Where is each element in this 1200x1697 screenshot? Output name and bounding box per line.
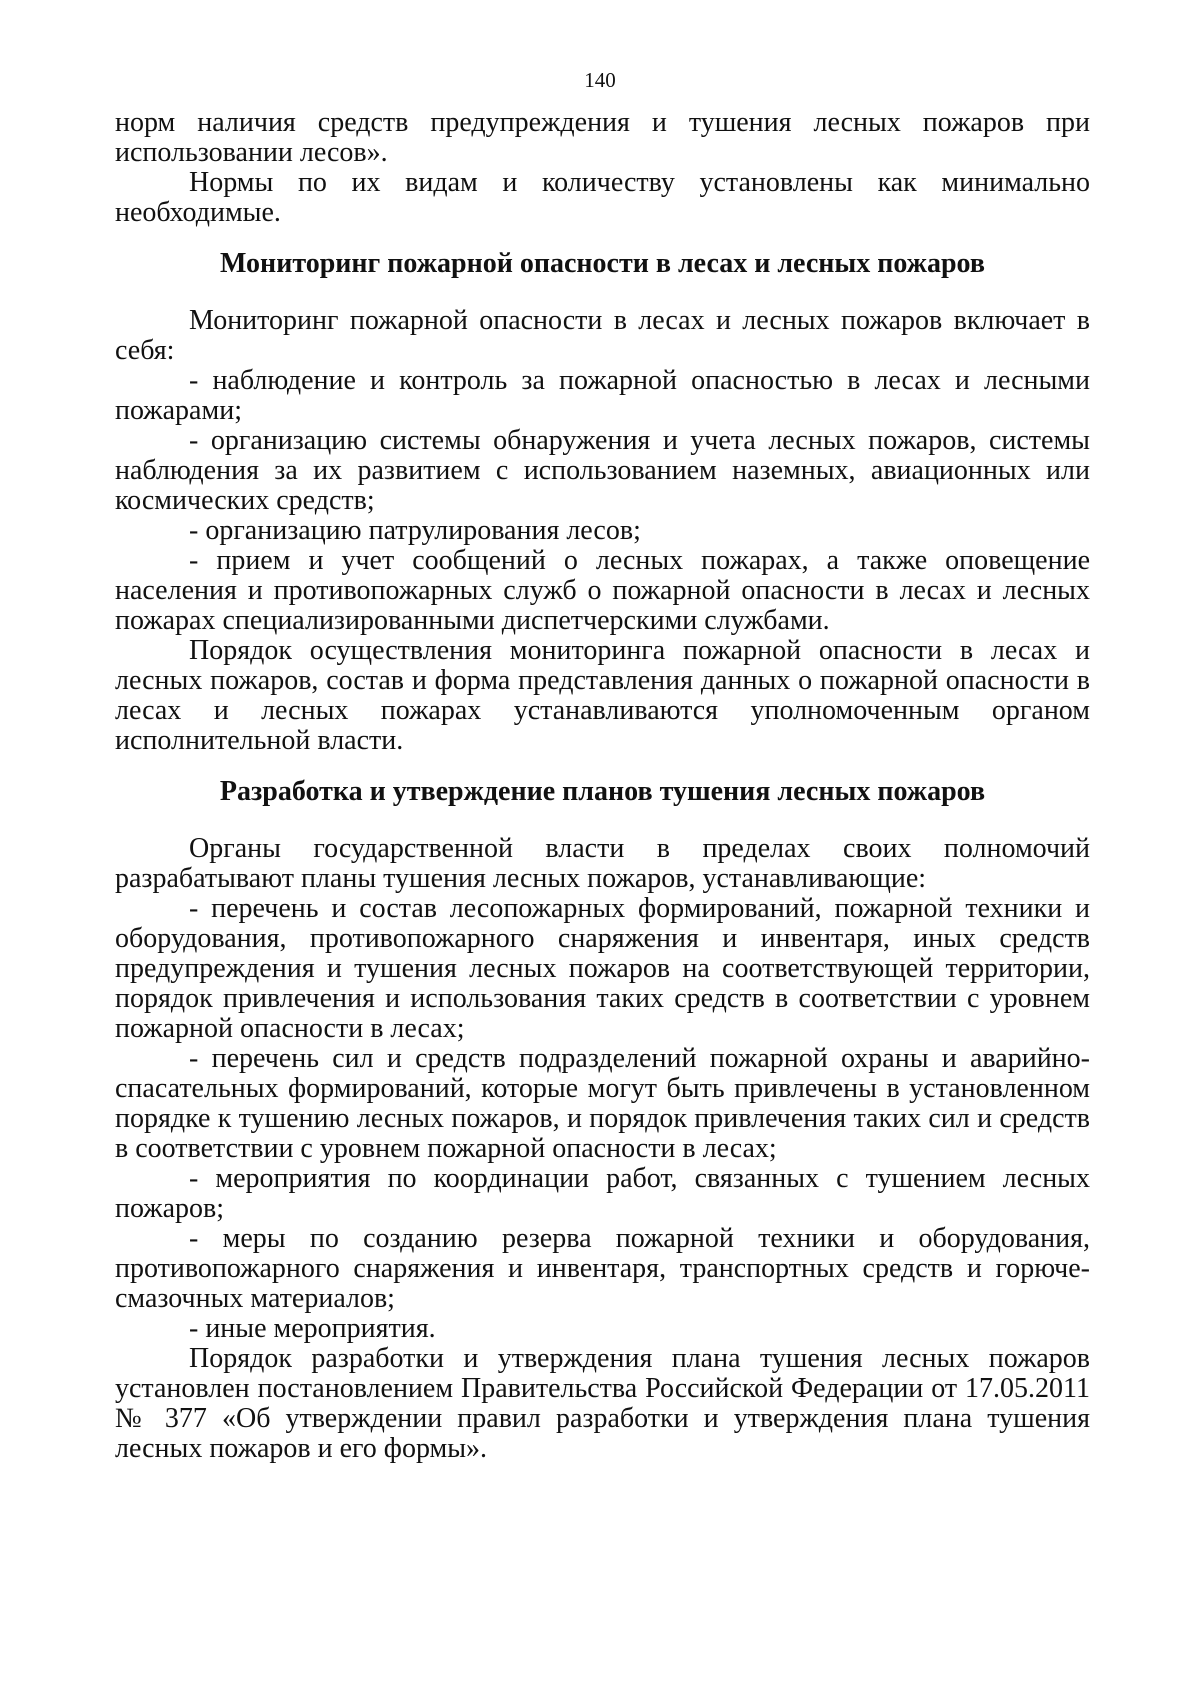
paragraph: Порядок разработки и утверждения плана тушения лесных пожаров установлен постановлением Правительства Российской Федерации от 17.05.2011 № 377 «Об утверждении правил разработки и утверждения плана тушения лесных пожаров и его формы».	[115, 1343, 1090, 1464]
paragraph: норм наличия средств предупреждения и тушения лесных пожаров при использовании лесов».	[115, 107, 1090, 168]
list-item: - меры по созданию резерва пожарной техники и оборудования, противопожарного снаряжения и инвентаря, транспортных средств и горюче-смазочных материалов;	[115, 1223, 1090, 1314]
paragraph: Нормы по их видам и количеству установлены как минимально необходимые.	[115, 167, 1090, 228]
list-item: - организацию патрулирования лесов;	[189, 515, 641, 546]
paragraph: Органы государственной власти в пределах своих полномочий разрабатывают планы тушения лесных пожаров, устанавливающие:	[115, 833, 1090, 894]
list-item: - наблюдение и контроль за пожарной опасностью в лесах и лесными пожарами;	[115, 365, 1090, 426]
list-item: - перечень сил и средств подразделений пожарной охраны и аварийно-спасательных формирований, которые могут быть привлечены в установленном порядке к тушению лесных пожаров, и порядок привлечения таких сил и средств в соответствии с уровнем пожарной опасности в лесах;	[115, 1043, 1090, 1164]
paragraph: Порядок осуществления мониторинга пожарной опасности в лесах и лесных пожаров, состав и форма представления данных о пожарной опасности в лесах и лесных пожарах устанавливаются уполномоченным органом исполнительной власти.	[115, 635, 1090, 756]
section-heading: Мониторинг пожарной опасности в лесах и лесных пожаров	[220, 248, 985, 279]
page-content	[115, 108, 1090, 1464]
list-item: - организацию системы обнаружения и учета лесных пожаров, системы наблюдения за их развитием с использованием наземных, авиационных или космических средств;	[115, 425, 1090, 516]
list-item: - мероприятия по координации работ, связанных с тушением лесных пожаров;	[115, 1163, 1090, 1224]
section-heading: Разработка и утверждение планов тушения лесных пожаров	[219, 776, 986, 807]
list-item: - иные мероприятия.	[189, 1313, 436, 1344]
list-item: - перечень и состав лесопожарных формирований, пожарной техники и оборудования, противопожарного снаряжения и инвентаря, иных средств предупреждения и тушения лесных пожаров на соответствующей территории, порядок привлечения и использования таких средств в соответствии с уровнем пожарной опасности в лесах;	[115, 893, 1090, 1044]
page-number: 140	[584, 68, 616, 92]
list-item: - прием и учет сообщений о лесных пожарах, а также оповещение населения и противопожарных служб о пожарной опасности в лесах и лесных пожарах специализированными диспетчерскими службами.	[115, 545, 1090, 636]
paragraph: Мониторинг пожарной опасности в лесах и лесных пожаров включает в себя:	[115, 305, 1090, 366]
section-body	[115, 306, 1090, 756]
section-body	[115, 834, 1090, 1464]
